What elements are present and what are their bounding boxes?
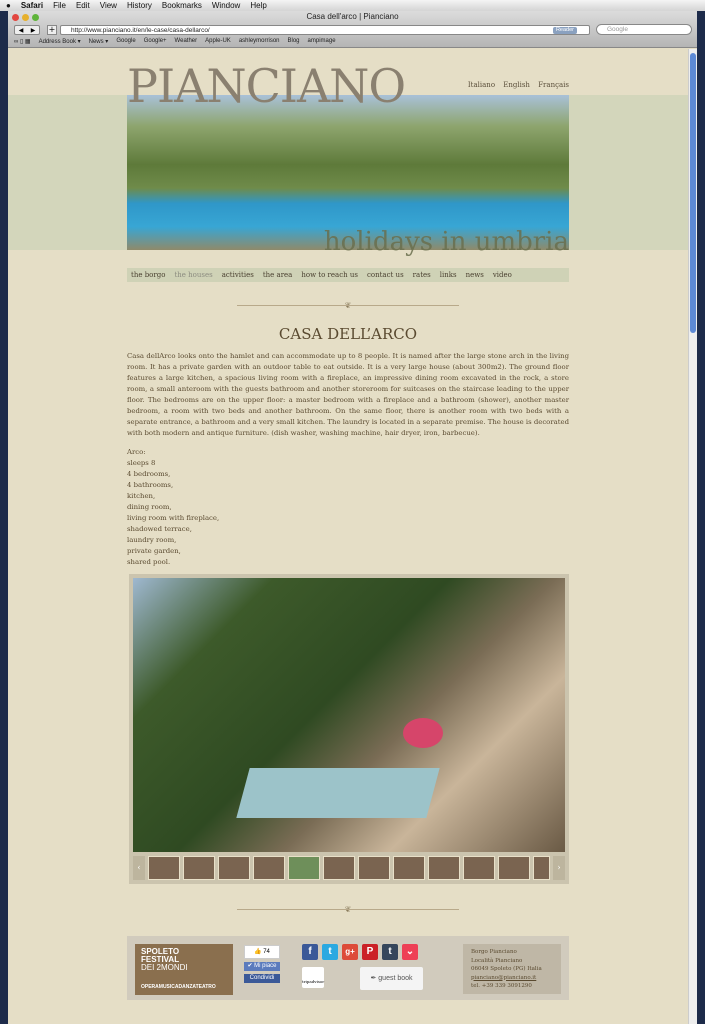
lang-english[interactable]: English xyxy=(503,81,530,89)
bookmark[interactable]: Address Book ▾ xyxy=(38,39,81,45)
menu-history[interactable]: History xyxy=(126,1,152,10)
web-page xyxy=(8,49,688,1024)
tumblr-icon[interactable]: t xyxy=(382,944,398,960)
bookmark[interactable]: ampimage xyxy=(307,38,336,44)
thumbnail-selected[interactable] xyxy=(288,856,320,880)
thumbnail[interactable] xyxy=(148,856,180,880)
search-input[interactable]: Google xyxy=(596,24,692,35)
like-count: 👍 74 xyxy=(244,945,280,959)
bookmark[interactable]: ashleymorrison xyxy=(238,38,280,44)
bookmark[interactable]: Google xyxy=(116,38,136,44)
like-button[interactable]: ✔ Mi piace xyxy=(244,962,280,971)
thumbnail[interactable] xyxy=(533,856,550,880)
facebook-icon[interactable]: f xyxy=(302,944,318,960)
window-title: Casa dell'arco | Pianciano xyxy=(306,12,399,21)
bookmark[interactable]: Blog xyxy=(287,38,300,44)
guestbook-button[interactable]: ✒ guest book xyxy=(360,967,423,990)
share-button[interactable]: Condividi xyxy=(244,974,280,983)
footer xyxy=(127,936,569,1000)
social-icons xyxy=(302,944,418,960)
reader-button[interactable]: Reader xyxy=(553,27,577,34)
language-switcher xyxy=(127,81,569,89)
gallery-main-photo[interactable] xyxy=(133,578,565,852)
thumbnail[interactable] xyxy=(323,856,355,880)
thumbnail[interactable] xyxy=(498,856,530,880)
tripadvisor-icon[interactable]: tripadvisor xyxy=(302,967,324,988)
banner-line: DEI 2MONDI xyxy=(141,963,188,972)
nav-rates[interactable]: rates xyxy=(412,271,431,279)
feature-item: sleeps 8 xyxy=(127,459,156,467)
spoleto-festival-banner[interactable] xyxy=(135,944,233,995)
bookmarks-bar xyxy=(14,38,336,45)
facebook-widget xyxy=(244,945,280,986)
google-plus-icon[interactable]: g+ xyxy=(342,944,358,960)
address-line: 06049 Spoleto (PG) Italia xyxy=(471,966,542,972)
main-nav xyxy=(127,268,569,282)
menu-view[interactable]: View xyxy=(99,1,117,10)
next-arrow-icon[interactable]: › xyxy=(553,856,565,880)
browser-window xyxy=(8,11,697,1024)
forward-icon[interactable]: ▶ xyxy=(30,26,36,34)
photo-gallery xyxy=(129,574,569,884)
nav-the-borgo[interactable]: the borgo xyxy=(131,271,166,279)
like-label: Mi piace xyxy=(254,963,277,969)
nav-video[interactable]: video xyxy=(492,271,512,279)
nav-the-area[interactable]: the area xyxy=(262,271,293,279)
thumbnail[interactable] xyxy=(463,856,495,880)
bookmark[interactable]: Weather xyxy=(174,38,198,44)
contact-address xyxy=(463,944,561,994)
page-title: CASA DELL’ARCO xyxy=(278,325,418,343)
feature-item: 4 bathrooms, xyxy=(127,481,174,489)
feature-item: living room with fireplace, xyxy=(127,514,220,522)
thumbnail[interactable] xyxy=(183,856,215,880)
thumbnail-strip xyxy=(133,856,565,880)
feature-item: Arco: xyxy=(127,448,146,456)
photo-table xyxy=(236,768,439,818)
url-text: http://www.pianciano.it/en/le-case/casa-dellarco/ xyxy=(71,27,210,34)
banner-subtitle: OPERAMUSICADANZATEATRO xyxy=(141,984,216,990)
bookmark[interactable]: Apple-UK xyxy=(205,38,231,44)
bookmark[interactable]: News ▾ xyxy=(88,39,109,45)
email-link[interactable]: pianciano@pianciano.it xyxy=(471,974,537,981)
menu-bookmarks[interactable]: Bookmarks xyxy=(161,1,202,10)
twitter-icon[interactable]: t xyxy=(322,944,338,960)
back-icon[interactable]: ◀ xyxy=(18,26,24,34)
tagline: holidays in umbria xyxy=(323,227,569,257)
nav-news[interactable]: news xyxy=(465,271,484,279)
site-logo[interactable]: PIANCIANO xyxy=(127,59,406,113)
phone-number: tel. +39 339 3091290 xyxy=(471,983,532,989)
bookmark[interactable]: Google+ xyxy=(143,38,167,44)
thumbnail[interactable] xyxy=(218,856,250,880)
menu-safari[interactable]: Safari xyxy=(20,1,44,10)
menu-bar xyxy=(0,0,705,11)
feature-item: private garden, xyxy=(127,547,181,555)
feature-item: shadowed terrace, xyxy=(127,525,192,533)
menu-window[interactable]: Window xyxy=(211,1,241,10)
feature-item: kitchen, xyxy=(127,492,156,500)
lang-francais[interactable]: Français xyxy=(538,81,569,89)
scrollbar-thumb[interactable] xyxy=(690,53,696,333)
feature-item: laundry room, xyxy=(127,536,177,544)
photo-flowers xyxy=(403,718,443,748)
menu-help[interactable]: Help xyxy=(250,1,267,10)
banner-line: SPOLETO xyxy=(141,947,180,956)
nav-the-houses[interactable]: the houses xyxy=(174,271,213,279)
thumbnail[interactable] xyxy=(253,856,285,880)
feature-item: shared pool. xyxy=(127,558,171,566)
menu-file[interactable]: File xyxy=(53,1,66,10)
menu-edit[interactable]: Edit xyxy=(75,1,90,10)
apple-icon[interactable]: ● xyxy=(6,1,11,10)
reading-list-icon[interactable]: ∞ ▯ ▦ xyxy=(14,39,31,45)
ornament-divider: ❦ xyxy=(127,301,569,309)
ornament-divider: ❦ xyxy=(127,905,569,913)
add-bookmark-button[interactable]: + xyxy=(48,25,56,34)
pocket-icon[interactable]: ⌄ xyxy=(402,944,418,960)
address-line: Borgo Pianciano xyxy=(471,949,517,955)
like-count-value: 74 xyxy=(263,949,270,955)
banner-line: FESTIVAL xyxy=(141,955,180,964)
nav-how-to-reach-us[interactable]: how to reach us xyxy=(301,271,358,279)
nav-contact-us[interactable]: contact us xyxy=(366,271,404,279)
thumbnail[interactable] xyxy=(393,856,425,880)
address-bar[interactable] xyxy=(60,25,590,35)
address-line: Località Pianciano xyxy=(471,957,523,964)
guestbook-label: guest book xyxy=(378,975,413,982)
lang-italiano[interactable]: Italiano xyxy=(467,81,496,89)
feature-item: 4 bedrooms, xyxy=(127,470,171,478)
thumbnail[interactable] xyxy=(358,856,390,880)
pinterest-icon[interactable]: P xyxy=(362,944,378,960)
nav-links[interactable]: links xyxy=(439,271,457,279)
vertical-scrollbar[interactable] xyxy=(688,49,697,1024)
browser-toolbar xyxy=(8,11,697,48)
thumbnail[interactable] xyxy=(428,856,460,880)
house-description: Casa dellArco looks onto the hamlet and can accommodate up to 8 people. It is named after the large stone arch in the living room. It has a private garden with an outdoor table to eat outside. It is a very large house (about 300m2). The ground floor features a large kitchen, a spacious living room with a fireplace, an impressive dining room excavated in the rock, a store room, a small anteroom with the guests bathroom and another storeroom for suitcases on the staircase leading to the upper floor. The bedrooms are on the upper floor: a master bedroom with a fireplace and a bathroom (shower), another master bedroom, a room with two beds and another bathroom. On the same floor, there is another room with two beds with a separate entrance, a bathroom and a very small kitchen. The laundry is located in a separate premise. The house is decorated with both modern and antique furniture. (dish washer, washing machine, hair dryer, iron, barbecue). xyxy=(127,352,569,437)
nav-activities[interactable]: activities xyxy=(221,271,254,279)
feature-item: dining room, xyxy=(127,503,172,511)
prev-arrow-icon[interactable]: ‹ xyxy=(133,856,145,880)
features-list xyxy=(127,447,569,568)
